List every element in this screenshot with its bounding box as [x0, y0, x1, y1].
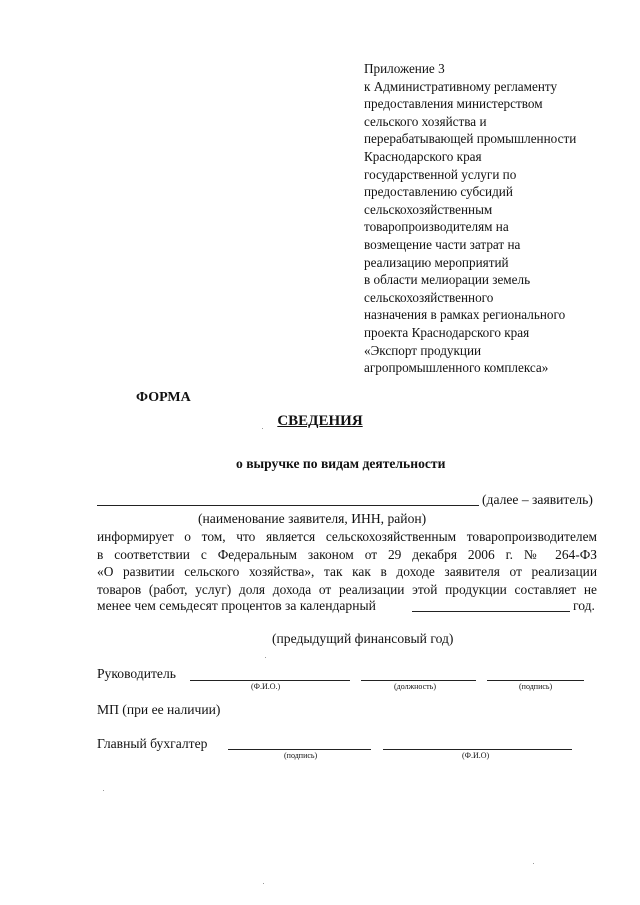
applicant-name-line	[97, 505, 479, 506]
body-line-4: товаров (работ, услуг) доля дохода от реализации этой продукции составляет не	[97, 581, 597, 597]
appendix-line: к Административному регламенту	[364, 78, 558, 94]
head-position-caption: (должность)	[394, 682, 436, 691]
last-line-suffix: год.	[573, 598, 595, 613]
appendix-line: назначения в рамках регионального	[364, 307, 566, 323]
applicant-suffix: (далее – заявитель)	[482, 492, 593, 507]
accountant-fio-line	[383, 749, 572, 750]
scan-speck	[262, 428, 263, 429]
appendix-line: реализацию мероприятий	[364, 254, 509, 270]
head-fio-line	[190, 680, 350, 681]
stamp-label: МП (при ее наличии)	[97, 702, 221, 717]
document-subtitle: о выручке по видам деятельности	[236, 456, 446, 471]
document-title: СВЕДЕНИЯ	[277, 413, 363, 429]
appendix-line: предоставления министерством	[364, 96, 543, 112]
head-position-line	[361, 680, 476, 681]
appendix-line: сельскохозяйственным	[364, 201, 493, 217]
form-label: ФОРМА	[136, 390, 191, 405]
body-line-1: информирует о том, что является сельскохозяйственным товаропроизводителем	[97, 529, 597, 544]
accountant-label: Главный бухгалтер	[97, 736, 208, 751]
body-paragraph	[97, 528, 597, 598]
scan-speck	[533, 863, 534, 864]
scan-speck	[263, 883, 264, 884]
appendix-line: «Экспорт продукции	[364, 342, 482, 358]
appendix-header	[364, 60, 576, 377]
accountant-sign-line	[228, 749, 371, 750]
head-fio-caption: (Ф.И.О.)	[251, 682, 281, 691]
appendix-line: предоставлению субсидий	[364, 184, 513, 200]
applicant-caption: (наименование заявителя, ИНН, район)	[198, 511, 427, 526]
head-sign-line	[487, 680, 584, 681]
body-line-3: «О развитии сельского хозяйства», так как в доходе заявителя от реализации	[97, 564, 597, 580]
appendix-line: Краснодарского края	[364, 148, 482, 164]
accountant-sign-caption: (подпись)	[284, 751, 318, 760]
appendix-line: государственной услуги по	[364, 166, 517, 182]
appendix-line: перерабатывающей промышленности	[364, 131, 577, 147]
appendix-line: Приложение 3	[364, 61, 445, 76]
scan-speck	[265, 657, 266, 658]
appendix-line: агропромышленного комплекса»	[364, 360, 549, 376]
appendix-line: товаропроизводителям на	[364, 219, 509, 235]
appendix-line: сельскохозяйственного	[364, 289, 494, 305]
body-line-2: в соответствии с Федеральным законом от 29 декабря 2006 г. № 264-ФЗ	[97, 546, 597, 562]
last-line-prefix: менее чем семьдесят процентов за календарный	[97, 598, 376, 613]
head-sign-caption: (подпись)	[519, 682, 553, 691]
appendix-line: в области мелиорации земель	[364, 272, 531, 288]
appendix-line: возмещение части затрат на	[364, 236, 521, 252]
previous-year-caption: (предыдущий финансовый год)	[272, 631, 454, 646]
head-label: Руководитель	[97, 666, 176, 681]
year-line	[412, 611, 570, 612]
accountant-fio-caption: (Ф.И.О)	[462, 751, 490, 760]
appendix-line: проекта Краснодарского края	[364, 324, 530, 340]
scan-speck	[103, 790, 104, 791]
appendix-line: сельского хозяйства и	[364, 113, 487, 129]
